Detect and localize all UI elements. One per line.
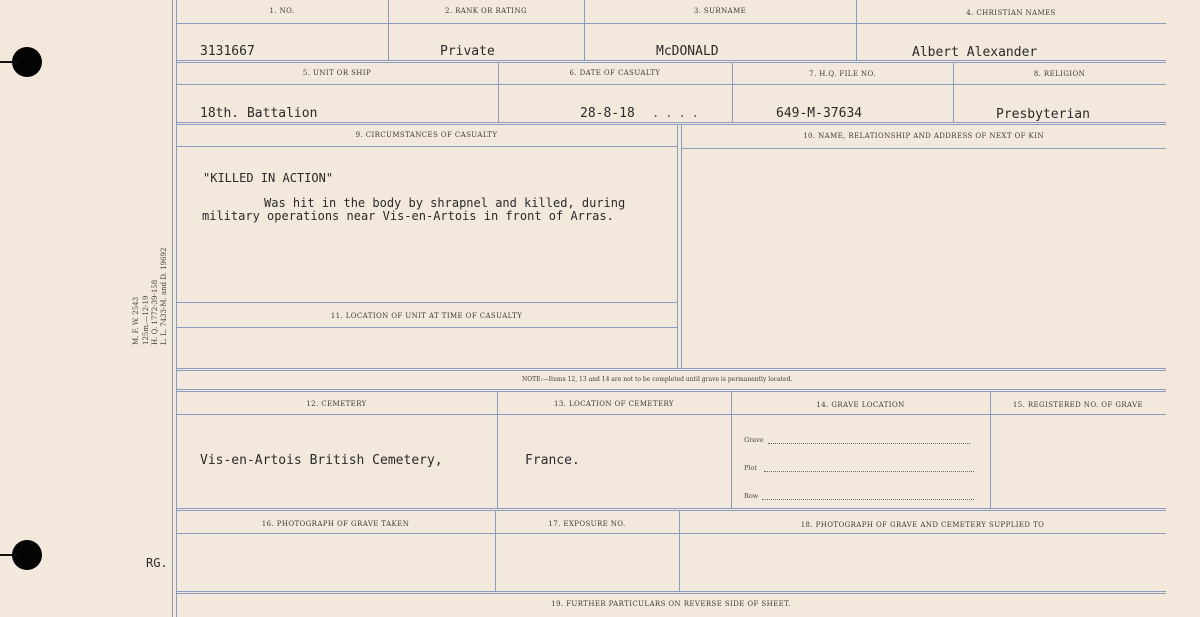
caption-photo-taken: 16. PHOTOGRAPH OF GRAVE TAKEN bbox=[261, 520, 410, 528]
value-rank: Private bbox=[440, 44, 495, 59]
circumstances-line-1: "KILLED IN ACTION" bbox=[203, 171, 334, 185]
form-print-line-2: 125m.—12-19 bbox=[142, 295, 150, 345]
punch-hole-top-slot bbox=[0, 61, 18, 63]
rg-mark: RG. bbox=[146, 556, 168, 570]
caption-unit: 5. UNIT OR SHIP bbox=[302, 69, 372, 77]
caption-christian-names: 4. CHRISTIAN NAMES bbox=[966, 9, 1056, 17]
caption-religion: 8. RELIGION bbox=[1033, 70, 1086, 78]
caption-cemetery: 12. CEMETERY bbox=[306, 400, 367, 408]
plot-line bbox=[764, 471, 974, 472]
row-line bbox=[762, 499, 974, 500]
caption-photo-supplied: 18. PHOTOGRAPH OF GRAVE AND CEMETERY SUPPLIED TO bbox=[800, 521, 1045, 529]
value-file: 649-M-37634 bbox=[776, 106, 863, 121]
form-print-line-4: L. L. 7433-M. and D. 19692 bbox=[160, 247, 168, 345]
grave-line bbox=[768, 443, 970, 444]
value-date: 28-8-18 bbox=[580, 106, 635, 121]
date-dots: .... bbox=[652, 106, 705, 120]
circumstances-line-2: Was hit in the body by shrapnel and killed, during bbox=[264, 196, 626, 210]
caption-surname: 3. SURNAME bbox=[693, 7, 747, 15]
value-unit: 18th. Battalion bbox=[200, 106, 318, 121]
note-grave-permanently-located: NOTE:—Items 12, 13 and 14 are not to be completed until grave is permanently located. bbox=[522, 376, 793, 383]
caption-file: 7. H.Q. FILE NO. bbox=[809, 70, 876, 78]
plot-label: Plot bbox=[744, 464, 757, 472]
circumstances-line-3: military operations near Vis-en-Artois in front of Arras. bbox=[202, 209, 614, 223]
form-print-line-1: M. F. W. 2543 bbox=[132, 296, 140, 345]
value-christian-names: Albert Alexander bbox=[912, 45, 1038, 60]
row-label: Row bbox=[744, 492, 759, 500]
caption-grave-location: 14. GRAVE LOCATION bbox=[816, 401, 905, 409]
caption-location-of-unit: 11. LOCATION OF UNIT AT TIME OF CASUALTY bbox=[330, 312, 523, 320]
grave-label: Grave bbox=[744, 436, 764, 444]
caption-rank: 2. RANK OR RATING bbox=[445, 7, 527, 15]
value-cemetery: Vis-en-Artois British Cemetery, bbox=[200, 453, 443, 468]
form-print-line-3: H. Q. 1772-39-158 bbox=[151, 279, 159, 345]
caption-circumstances: 9. CIRCUMSTANCES OF CASUALTY bbox=[355, 131, 498, 139]
caption-registered-no: 15. REGISTERED NO. OF GRAVE bbox=[1012, 401, 1144, 409]
caption-next-of-kin: 10. NAME, RELATIONSHIP AND ADDRESS OF NEXT OF KIN bbox=[803, 132, 1044, 140]
punch-hole-bottom-slot bbox=[0, 554, 18, 556]
caption-date: 6. DATE OF CASUALTY bbox=[569, 69, 661, 77]
value-number: 3131667 bbox=[200, 44, 255, 59]
caption-exposure: 17. EXPOSURE NO. bbox=[548, 520, 626, 528]
caption-cemetery-location: 13. LOCATION OF CEMETERY bbox=[554, 400, 674, 408]
value-cemetery-location: France. bbox=[525, 453, 580, 468]
caption-no: 1. NO. bbox=[269, 7, 295, 15]
margin-rule bbox=[172, 0, 173, 617]
value-religion: Presbyterian bbox=[996, 107, 1090, 122]
caption-further-particulars: 19. FURTHER PARTICULARS ON REVERSE SIDE OF SHEET. bbox=[551, 600, 791, 608]
value-surname: McDONALD bbox=[656, 44, 719, 59]
